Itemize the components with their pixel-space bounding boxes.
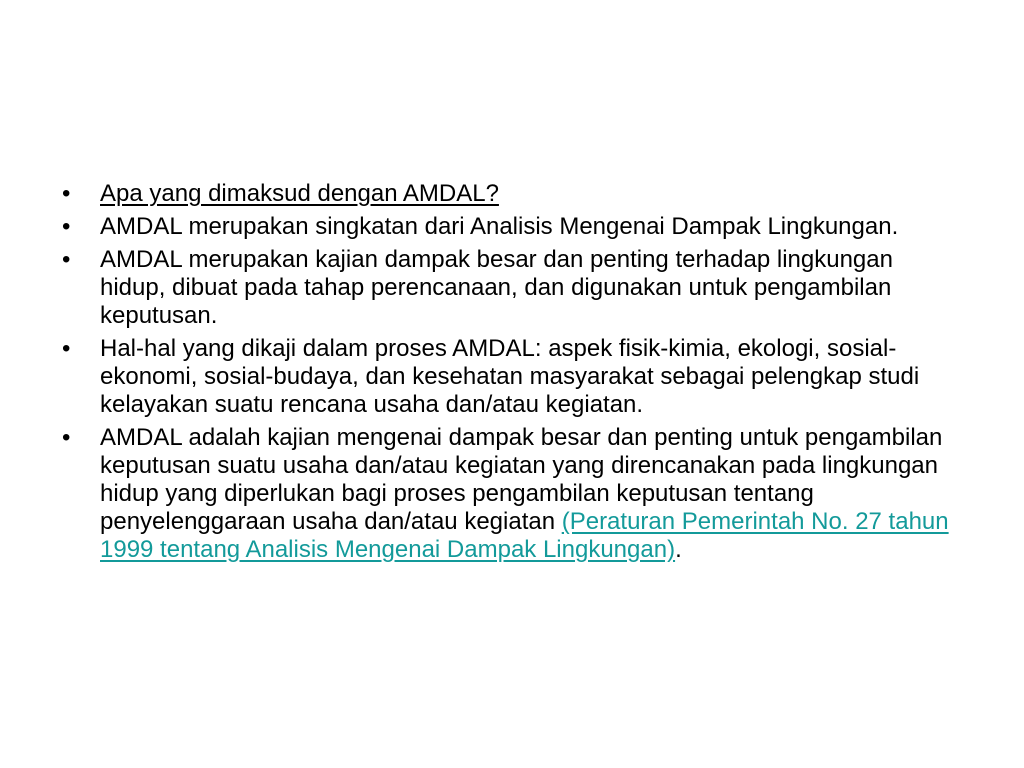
study-text: AMDAL merupakan kajian dampak besar dan penting terhadap lingkungan hidup, dibuat pada tahap perencanaan, dan digunakan untuk pengambilan keputusan. — [100, 246, 893, 329]
bullet-list — [62, 180, 962, 569]
regulation-text: AMDAL adalah kajian mengenai dampak besar dan penting untuk pengambilan keputusan suatu usaha dan/atau kegiatan yang direncanakan pada lingkungan hidup yang diperlukan bagi proses pengambilan keputusan tentang penyelenggaraan usaha dan/atau kegiatan — [100, 424, 943, 535]
bullet-icon: • — [62, 424, 71, 451]
bullet-item-aspects — [62, 335, 962, 419]
aspects-text: Hal-hal yang dikaji dalam proses AMDAL: aspek fisik-kimia, ekologi, sosial-ekonomi, sosial-budaya, dan kesehatan masyarakat sebagai pelengkap studi kelayakan suatu rencana usaha dan/atau kegiatan. — [100, 335, 920, 418]
bullet-icon: • — [62, 335, 71, 362]
regulation-link[interactable]: (Peraturan Pemerintah No. 27 tahun 1999 tentang Analisis Mengenai Dampak Lingkungan) — [100, 508, 949, 563]
bullet-icon: • — [62, 213, 71, 240]
question-heading: Apa yang dimaksud dengan AMDAL? — [100, 180, 499, 207]
bullet-item-regulation — [62, 424, 962, 564]
regulation-end-text: . — [675, 536, 682, 563]
bullet-item-question — [62, 180, 962, 208]
bullet-item-definition — [62, 213, 962, 241]
bullet-item-study — [62, 246, 962, 330]
bullet-icon: • — [62, 246, 71, 273]
bullet-icon: • — [62, 180, 71, 207]
definition-text: AMDAL merupakan singkatan dari Analisis Mengenai Dampak Lingkungan. — [100, 213, 899, 240]
